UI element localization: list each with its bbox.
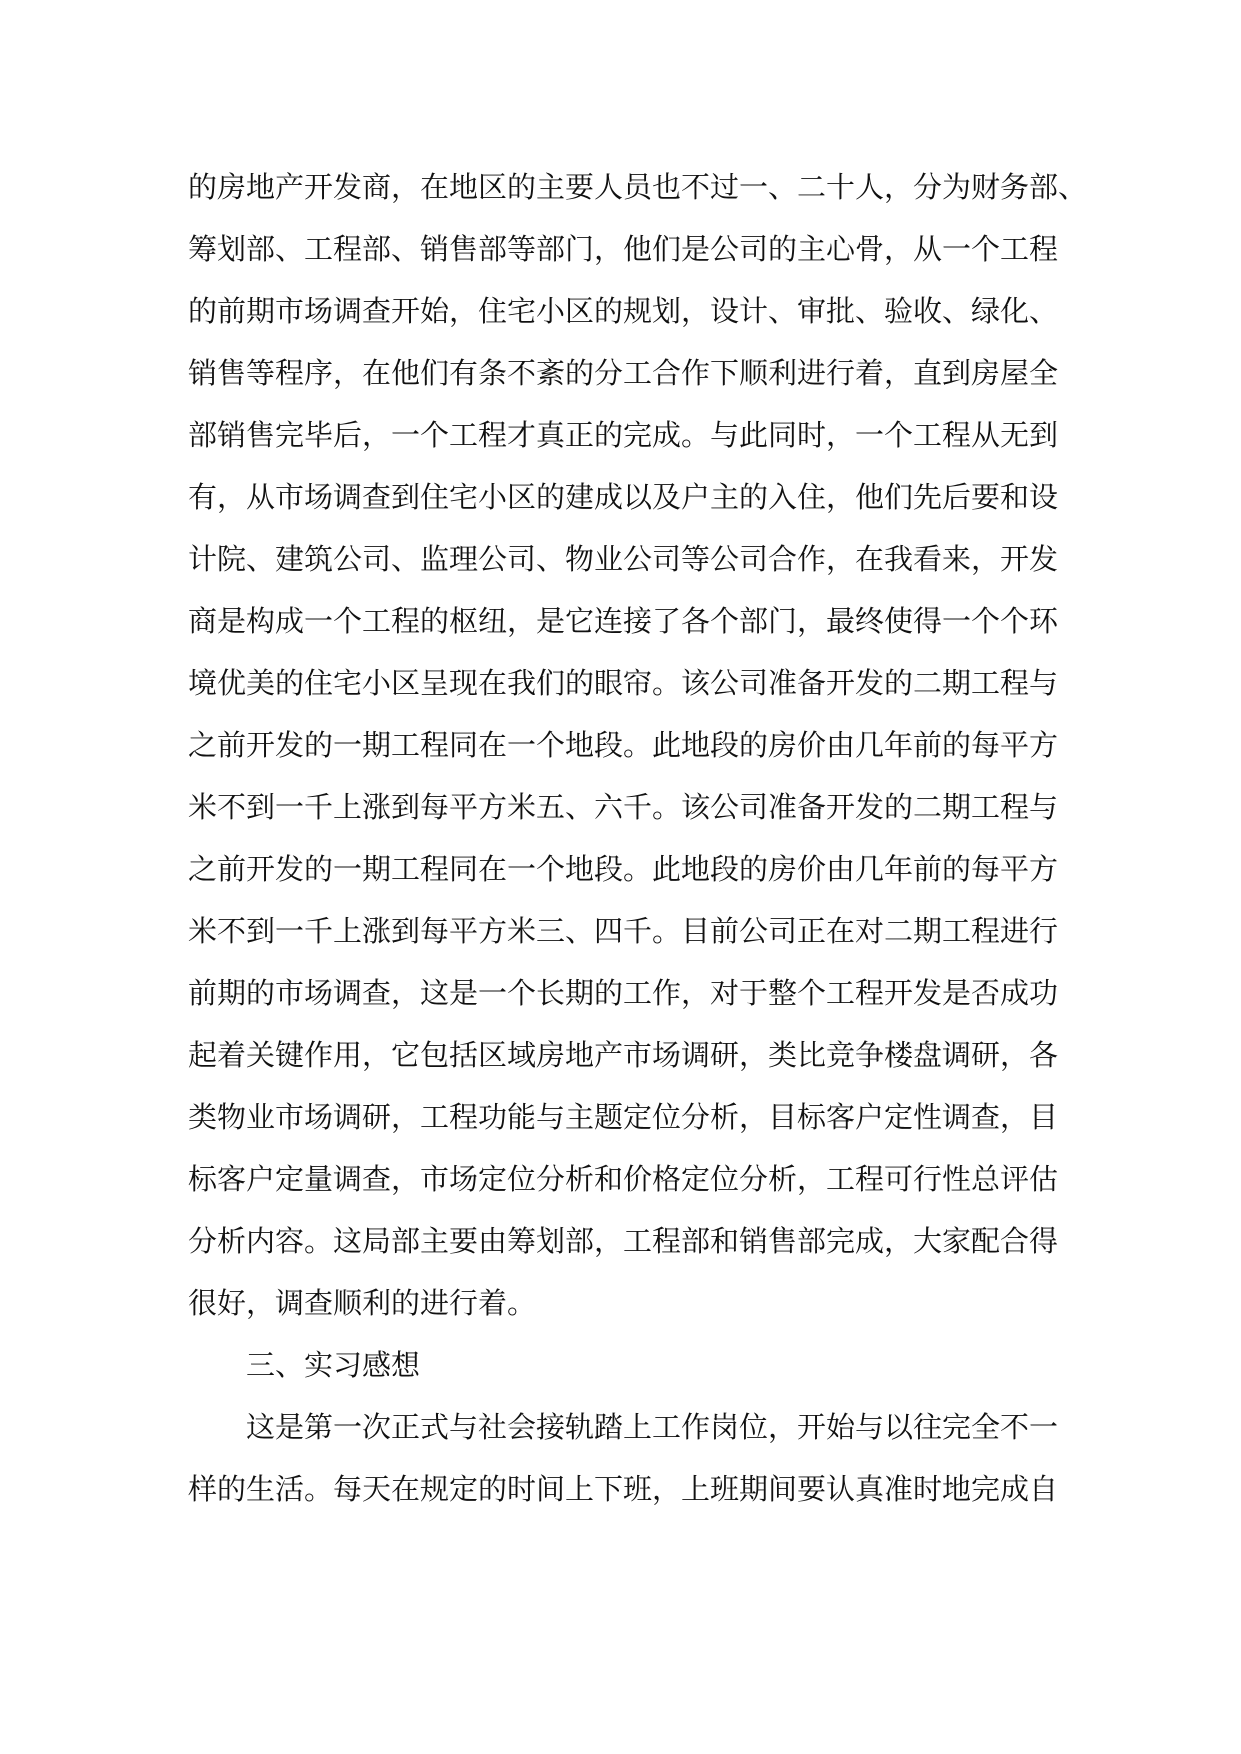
paragraph-line: 这是第一次正式与社会接轨踏上工作岗位，开始与以往完全不一 [246,1410,1059,1444]
body-text [188,156,1088,1520]
paragraph-line: 部销售完毕后，一个工程才真正的完成。与此同时，一个工程从无到 [188,418,1059,452]
paragraph-line: 商是构成一个工程的枢纽，是它连接了各个部门，最终使得一个个环 [188,604,1059,638]
paragraph-line: 的前期市场调查开始，住宅小区的规划，设计、审批、验收、绿化、 [188,294,1059,328]
paragraph-line: 米不到一千上涨到每平方米三、四千。目前公司正在对二期工程进行 [188,914,1059,948]
paragraph-line: 筹划部、工程部、销售部等部门，他们是公司的主心骨，从一个工程 [188,232,1059,266]
paragraph-line: 之前开发的一期工程同在一个地段。此地段的房价由几年前的每平方 [188,852,1059,886]
paragraph-line: 境优美的住宅小区呈现在我们的眼帘。该公司准备开发的二期工程与 [188,666,1059,700]
paragraph-line: 很好，调查顺利的进行着。 [188,1286,537,1320]
paragraph-line: 之前开发的一期工程同在一个地段。此地段的房价由几年前的每平方 [188,728,1059,762]
paragraph-line: 类物业市场调研，工程功能与主题定位分析，目标客户定性调查，目 [188,1100,1059,1134]
paragraph-line: 米不到一千上涨到每平方米五、六千。该公司准备开发的二期工程与 [188,790,1059,824]
section-heading: 三、实习感想 [246,1348,421,1382]
paragraph-line: 计院、建筑公司、监理公司、物业公司等公司合作，在我看来，开发 [188,542,1059,576]
paragraph-line: 样的生活。每天在规定的时间上下班，上班期间要认真准时地完成自 [188,1472,1059,1506]
paragraph-line: 有，从市场调查到住宅小区的建成以及户主的入住，他们先后要和设 [188,480,1059,514]
paragraph-line: 起着关键作用，它包括区域房地产市场调研，类比竞争楼盘调研，各 [188,1038,1059,1072]
paragraph-line: 的房地产开发商，在地区的主要人员也不过一、二十人，分为财务部、 [188,170,1088,204]
paragraph-line: 前期的市场调查，这是一个长期的工作，对于整个工程开发是否成功 [188,976,1059,1010]
paragraph-line: 分析内容。这局部主要由筹划部，工程部和销售部完成，大家配合得 [188,1224,1059,1258]
paragraph-line: 销售等程序，在他们有条不紊的分工合作下顺利进行着，直到房屋全 [188,356,1059,390]
paragraph-line: 标客户定量调查，市场定位分析和价格定位分析，工程可行性总评估 [188,1162,1059,1196]
